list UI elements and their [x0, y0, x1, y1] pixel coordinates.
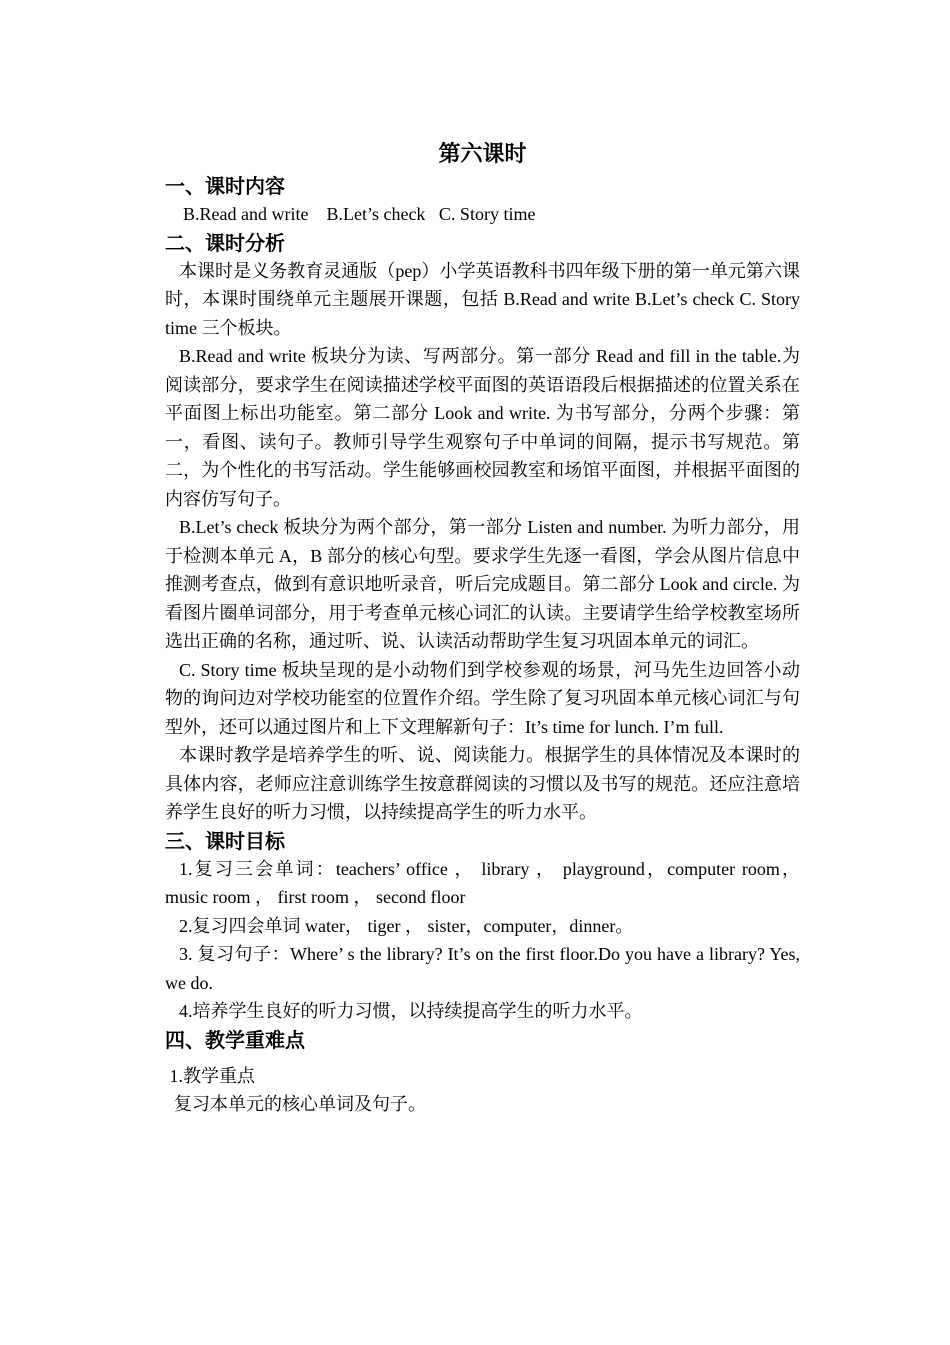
analysis-paragraph-5: 本课时教学是培养学生的听、说、阅读能力。根据学生的具体情况及本课时的具体内容，老师应注意训练学生按意群阅读的习惯以及书写的规范。还应注意培养学生良好的听力习惯，以持续提高学生的听力水平。 [165, 745, 800, 822]
key-point-text: 复习本单元的核心单词及句子。 [165, 1094, 426, 1114]
section-heading-analysis: 二、课时分析 [165, 230, 285, 255]
section-heading-objectives: 三、课时目标 [165, 828, 285, 853]
objective-item-4: 4.培养学生良好的听力习惯，以持续提高学生的听力水平。 [179, 1001, 643, 1021]
content-line: B.Read and write B.Let’s check C. Story time [183, 204, 536, 224]
objective-item-3: 3. 复习句子：Where’ s the library? It’s on the first floor.Do you have a library? Yes, we do. [165, 944, 800, 993]
analysis-paragraph-3: B.Let’s check 板块分为两个部分，第一部分 Listen and number. 为听力部分，用于检测本单元 A，B 部分的核心句型。要求学生先逐一看图，学会从图片信息中推测考查点，做到有意识地听录音，听后完成题目。第二部分 Look and circle. 为看图片圈单词部分，用于考查单元核心词汇的认读。主要请学生给学校教室场所选出正确的名称，通过听、说、认读活动帮助学生复习巩固本单元的词汇。 [165, 517, 800, 651]
analysis-paragraph-1: 本课时是义务教育灵通版（pep）小学英语教科书四年级下册的第一单元第六课时，本课时围绕单元主题展开课题，包括 B.Read and write B.Let’s check C. Story time 三个板块。 [165, 260, 800, 338]
analysis-paragraph-2: B.Read and write 板块分为读、写两部分。第一部分 Read and fill in the table.为阅读部分，要求学生在阅读描述学校平面图的英语语段后根据描述的位置关系在平面图上标出功能室。第二部分 Look and write. 为书写部分，分两个步骤：第一，看图、读句子。教师引导学生观察句子中单词的间隔，提示书写规范。第二，为个性化的书写活动。学生能够画校园教室和场馆平面图，并根据平面图的内容仿写句子。 [165, 346, 800, 509]
analysis-paragraph-4: C. Story time 板块呈现的是小动物们到学校参观的场景，河马先生边回答小动物的询问边对学校功能室的位置作介绍。学生除了复习巩固本单元核心词汇与句型外，还可以通过图片和上下文理解新句子：It’s time for lunch. I’m full. [165, 659, 800, 737]
key-point-label: 1.教学重点 [165, 1065, 255, 1086]
objective-item-2: 2.复习四会单词 water， tiger ， sister，computer，dinner。 [179, 915, 634, 936]
objective-item-1: 1.复习三会单词：teachers’ office ， library ， playground，computer room，music room ， first room ， second floor [165, 858, 800, 907]
section-heading-key-points: 四、教学重难点 [165, 1027, 305, 1052]
spacer [165, 1054, 800, 1062]
section-heading-content: 一、课时内容 [165, 174, 285, 198]
document-title: 第六课时 [438, 142, 527, 167]
